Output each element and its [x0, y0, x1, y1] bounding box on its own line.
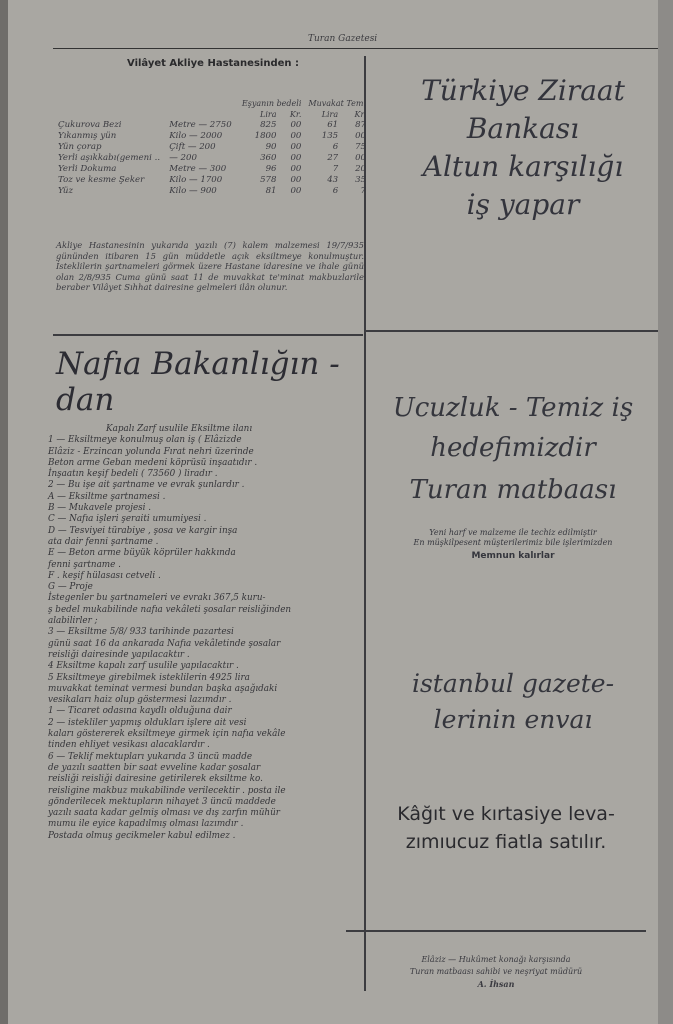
- table-row: [56, 153, 368, 164]
- kagit-line: zımıucuz fiatla satılır.: [405, 831, 607, 853]
- nafia-title: [56, 346, 356, 418]
- nafia-line: G — Proje: [48, 582, 93, 593]
- nafia-title-line: Nafıa Bakanlığın -: [56, 346, 340, 382]
- imprint-footer: [346, 954, 646, 990]
- nafia-line: tinden ehliyet vesikası alacaklardır .: [48, 740, 210, 751]
- matbaa-slogan: Ucuzluk - Temiz iş: [392, 393, 634, 423]
- cell-bl: 578: [260, 175, 277, 185]
- cell-bl: 81: [265, 186, 277, 196]
- matbaa-small-1: Yeni harf ve malzeme ile techiz edilmiştir: [429, 528, 597, 537]
- cell-bk: 00: [290, 120, 302, 130]
- istanbul-line: istanbul gazete-: [411, 669, 615, 698]
- matbaa-small-2: En müşkilpesent müşterilerimiz bile işlerimizden: [413, 538, 613, 547]
- cell-ml: 27: [327, 153, 339, 163]
- cell-name: Yüz: [58, 186, 73, 196]
- nafia-line: reisliği dairesinde yapılacaktır .: [48, 649, 190, 660]
- nafia-line: A — Eksiltme şartnamesi .: [48, 491, 166, 502]
- cell-bk: 00: [290, 186, 302, 196]
- col-head-bedel: Eşyanın bedeli: [241, 99, 302, 108]
- nafia-line: İstegenler bu şartnameleri ve evrakı 367,5 kuru-: [48, 593, 266, 604]
- nafia-line: reisliği reisliği dairesine getirilerek eksiltme ko.: [48, 774, 263, 785]
- footer-owner: A. İhsan: [477, 979, 515, 989]
- istanbul-line: lerinin envaı: [433, 705, 593, 734]
- nafia-line: 5 Eksiltmeye girebilmek isteklilerin 4925 lira: [48, 672, 250, 683]
- cell-qty: — 200: [169, 153, 197, 163]
- nafia-line: C — Nafıa işleri şeraiti umumiyesi .: [48, 514, 207, 525]
- table-row: [56, 142, 368, 153]
- nafia-line: 6 — Teklif mektupları yukarıda 3 üncü madde: [48, 751, 253, 762]
- cell-bk: 00: [290, 131, 302, 141]
- nafia-line: ş bedel mukabilinde nafıa vekâleti şosalar reisliğinden: [48, 604, 292, 615]
- cell-qty: Kilo — 2000: [169, 131, 223, 141]
- unit-lira: Lira: [260, 110, 277, 119]
- nafia-line: mumu ile eyice kapadılmış olması lazımdır .: [48, 819, 244, 830]
- right-section-divider: [366, 330, 658, 332]
- footer-publisher: Turan matbaası sahibi ve neşriyat müdürü: [409, 967, 583, 976]
- vilayet-notice: Akliye Hastanesinin yukarıda yazılı (7) kalem malzemesi 19/7/935 gününden itibaren 15 gün müddetle açık eksiltmeye konulmuştur. İsteklilerin şartnameleri görmek üzere Hastane idaresine ve ihale günü olan 2/8/935 Cuma günü saat 11 de muvakkat te'minat makbuzlarile beraber Vilâyet Sıhhat dairesine gelmeleri ilân olunur.: [56, 240, 364, 293]
- cell-qty: Kilo — 900: [169, 186, 217, 196]
- cell-bk: 00: [290, 175, 302, 185]
- cell-ml: 7: [332, 164, 339, 174]
- table-row: [56, 120, 368, 131]
- nafia-line: reisligine makbuz mukabilinde verilecektir . posta ile: [48, 785, 286, 796]
- cell-name: Yerli Dokuma: [58, 164, 117, 174]
- left-section-divider: [53, 334, 363, 336]
- ziraat-line: iş yapar: [466, 188, 580, 221]
- cell-ml: 135: [321, 131, 339, 141]
- nafia-line: kaları göstererek eksiltmeye girmek için nafıa vekâle: [48, 729, 286, 740]
- cell-bl: 96: [265, 164, 277, 174]
- nafia-line: Kapalı Zarf usulile Eksiltme ilanı: [106, 424, 253, 434]
- nafia-line: günü saat 16 da ankarada Nafıa vekâletinde şosalar: [48, 638, 281, 649]
- cell-name: Yerli aşıkkabı(gemeni ..: [58, 153, 161, 163]
- unit-kurus: Kr.: [354, 110, 366, 119]
- cell-qty: Kilo — 1700: [169, 175, 223, 185]
- cell-bl: 1800: [254, 131, 277, 141]
- cell-bk: 00: [290, 164, 302, 174]
- nafia-line: Postada olmuş gecikmeler kabul edilmez .: [48, 830, 236, 841]
- nafia-line: Elâziz - Erzincan yolunda Fırat nehri üzerinde: [48, 446, 254, 457]
- header-rule: [53, 48, 658, 49]
- cell-mk: 87: [355, 120, 366, 130]
- matbaa-name: Turan matbaası: [409, 475, 617, 505]
- cell-ml: 6: [332, 186, 339, 196]
- nafia-line: 1 — Ticaret odasına kaydlı olduğuna dair: [48, 706, 232, 717]
- cell-bl: 90: [265, 142, 277, 152]
- nafia-line: İnşaatın keşif bedeli ( 73560 ) liradır .: [48, 469, 218, 480]
- cell-name: Yıkanmış yün: [58, 131, 117, 141]
- cell-name: Çukurova Bezi: [58, 120, 122, 130]
- page-edge: [0, 0, 8, 1024]
- kagit-ad: [346, 800, 658, 856]
- nafia-line: 1 — Eksiltmeye konulmuş olan iş ( Elâzizde: [48, 435, 242, 446]
- cell-qty: Metre — 2750: [169, 120, 232, 130]
- unit-lira: Lira: [321, 110, 339, 119]
- ziraat-line: Türkiye Ziraat: [421, 74, 625, 107]
- cell-name: Yün çorap: [58, 142, 102, 152]
- nafia-line: ata dair fenni şartname .: [48, 536, 159, 547]
- nafia-line: 3 — Eksiltme 5/8/ 933 tarihinde pazartesi: [48, 627, 234, 638]
- cell-qty: Metre — 300: [169, 164, 227, 174]
- nafia-line: vesikaları haiz olup göstermesi lazımdır .: [48, 695, 232, 706]
- col-head-teminat: Muvakat Tem.: [308, 99, 366, 108]
- table-row: [56, 175, 368, 186]
- cell-qty: Çift — 200: [169, 142, 216, 152]
- newspaper-header: Turan Gazetesi: [308, 34, 378, 44]
- footer-divider: [346, 930, 646, 932]
- cell-ml: 61: [327, 120, 339, 130]
- ziraat-bank-ad: [392, 72, 654, 224]
- ziraat-line: Bankası: [466, 112, 580, 145]
- nafia-title-line: dan: [56, 382, 115, 418]
- cell-name: Toz ve kesme Şeker: [58, 175, 145, 185]
- nafia-line: de yazılı saatten bir saat evveline kadar şosalar: [48, 762, 261, 773]
- istanbul-ad: [370, 666, 656, 738]
- table-row: [56, 164, 368, 175]
- cell-ml: 43: [327, 175, 339, 185]
- matbaa-ad: [370, 388, 656, 561]
- table-row: [56, 131, 368, 142]
- cell-mk: 20: [355, 164, 366, 174]
- cell-mk: 00: [355, 153, 366, 163]
- cell-bl: 360: [260, 153, 277, 163]
- nafia-line: B — Mukavele projesi .: [48, 503, 152, 514]
- table-row: [56, 186, 368, 197]
- nafia-line: Beton arme Geban medeni köprüsü inşaatıdır .: [48, 457, 258, 468]
- ziraat-line: Altun karşılığı: [422, 150, 624, 183]
- matbaa-slogan-2: hedefimizdir: [430, 433, 596, 463]
- nafia-line: 2 — istekliler yapmış oldukları işlere ait vesi: [48, 717, 247, 728]
- nafia-line: alabilirler ;: [48, 616, 98, 627]
- cell-bl: 825: [260, 120, 277, 130]
- nafia-line: F . keşif hülasası cetveli .: [48, 570, 161, 581]
- cell-bk: 00: [290, 153, 302, 163]
- nafia-line: 2 — Bu işe ait şartname ve evrak şunlardır .: [48, 480, 245, 491]
- vilayet-title: Vilâyet Akliye Hastanesinden :: [127, 58, 299, 69]
- footer-address: Elâziz — Hukûmet konağı karşısında: [421, 955, 571, 964]
- nafia-line: yazılı saata kadar gelmiş olması ve dış zarfın mühür: [48, 808, 280, 819]
- nafia-line: muvakkat teminat vermesi bundan başka aşağıdaki: [48, 683, 278, 694]
- cell-bk: 00: [290, 142, 302, 152]
- nafia-notice-body: [48, 424, 356, 842]
- nafia-line: 4 Eksiltme kapalı zarf usulile yapılacaktır .: [48, 661, 239, 672]
- cell-ml: 6: [332, 142, 339, 152]
- nafia-line: E — Beton arme büyük köprüler hakkında: [48, 548, 236, 559]
- nafia-line: gönderilecek mektupların nihayet 3 üncü maddede: [48, 796, 276, 807]
- unit-kurus: Kr.: [289, 110, 302, 119]
- vilayet-items-table: [56, 98, 368, 197]
- matbaa-memnun: Memnun kalırlar: [471, 551, 555, 561]
- cell-mk: 35: [355, 175, 366, 185]
- cell-mk: 00: [355, 131, 366, 141]
- newspaper-page: [8, 0, 658, 1024]
- nafia-line: D — Tesviyei türabiye , şosa ve kargir inşa: [48, 525, 238, 536]
- cell-mk: 7: [360, 186, 366, 196]
- kagit-line: Kâğıt ve kırtasiye leva-: [397, 803, 615, 825]
- nafia-line: fenni şartname .: [48, 559, 121, 570]
- cell-mk: 75: [355, 142, 366, 152]
